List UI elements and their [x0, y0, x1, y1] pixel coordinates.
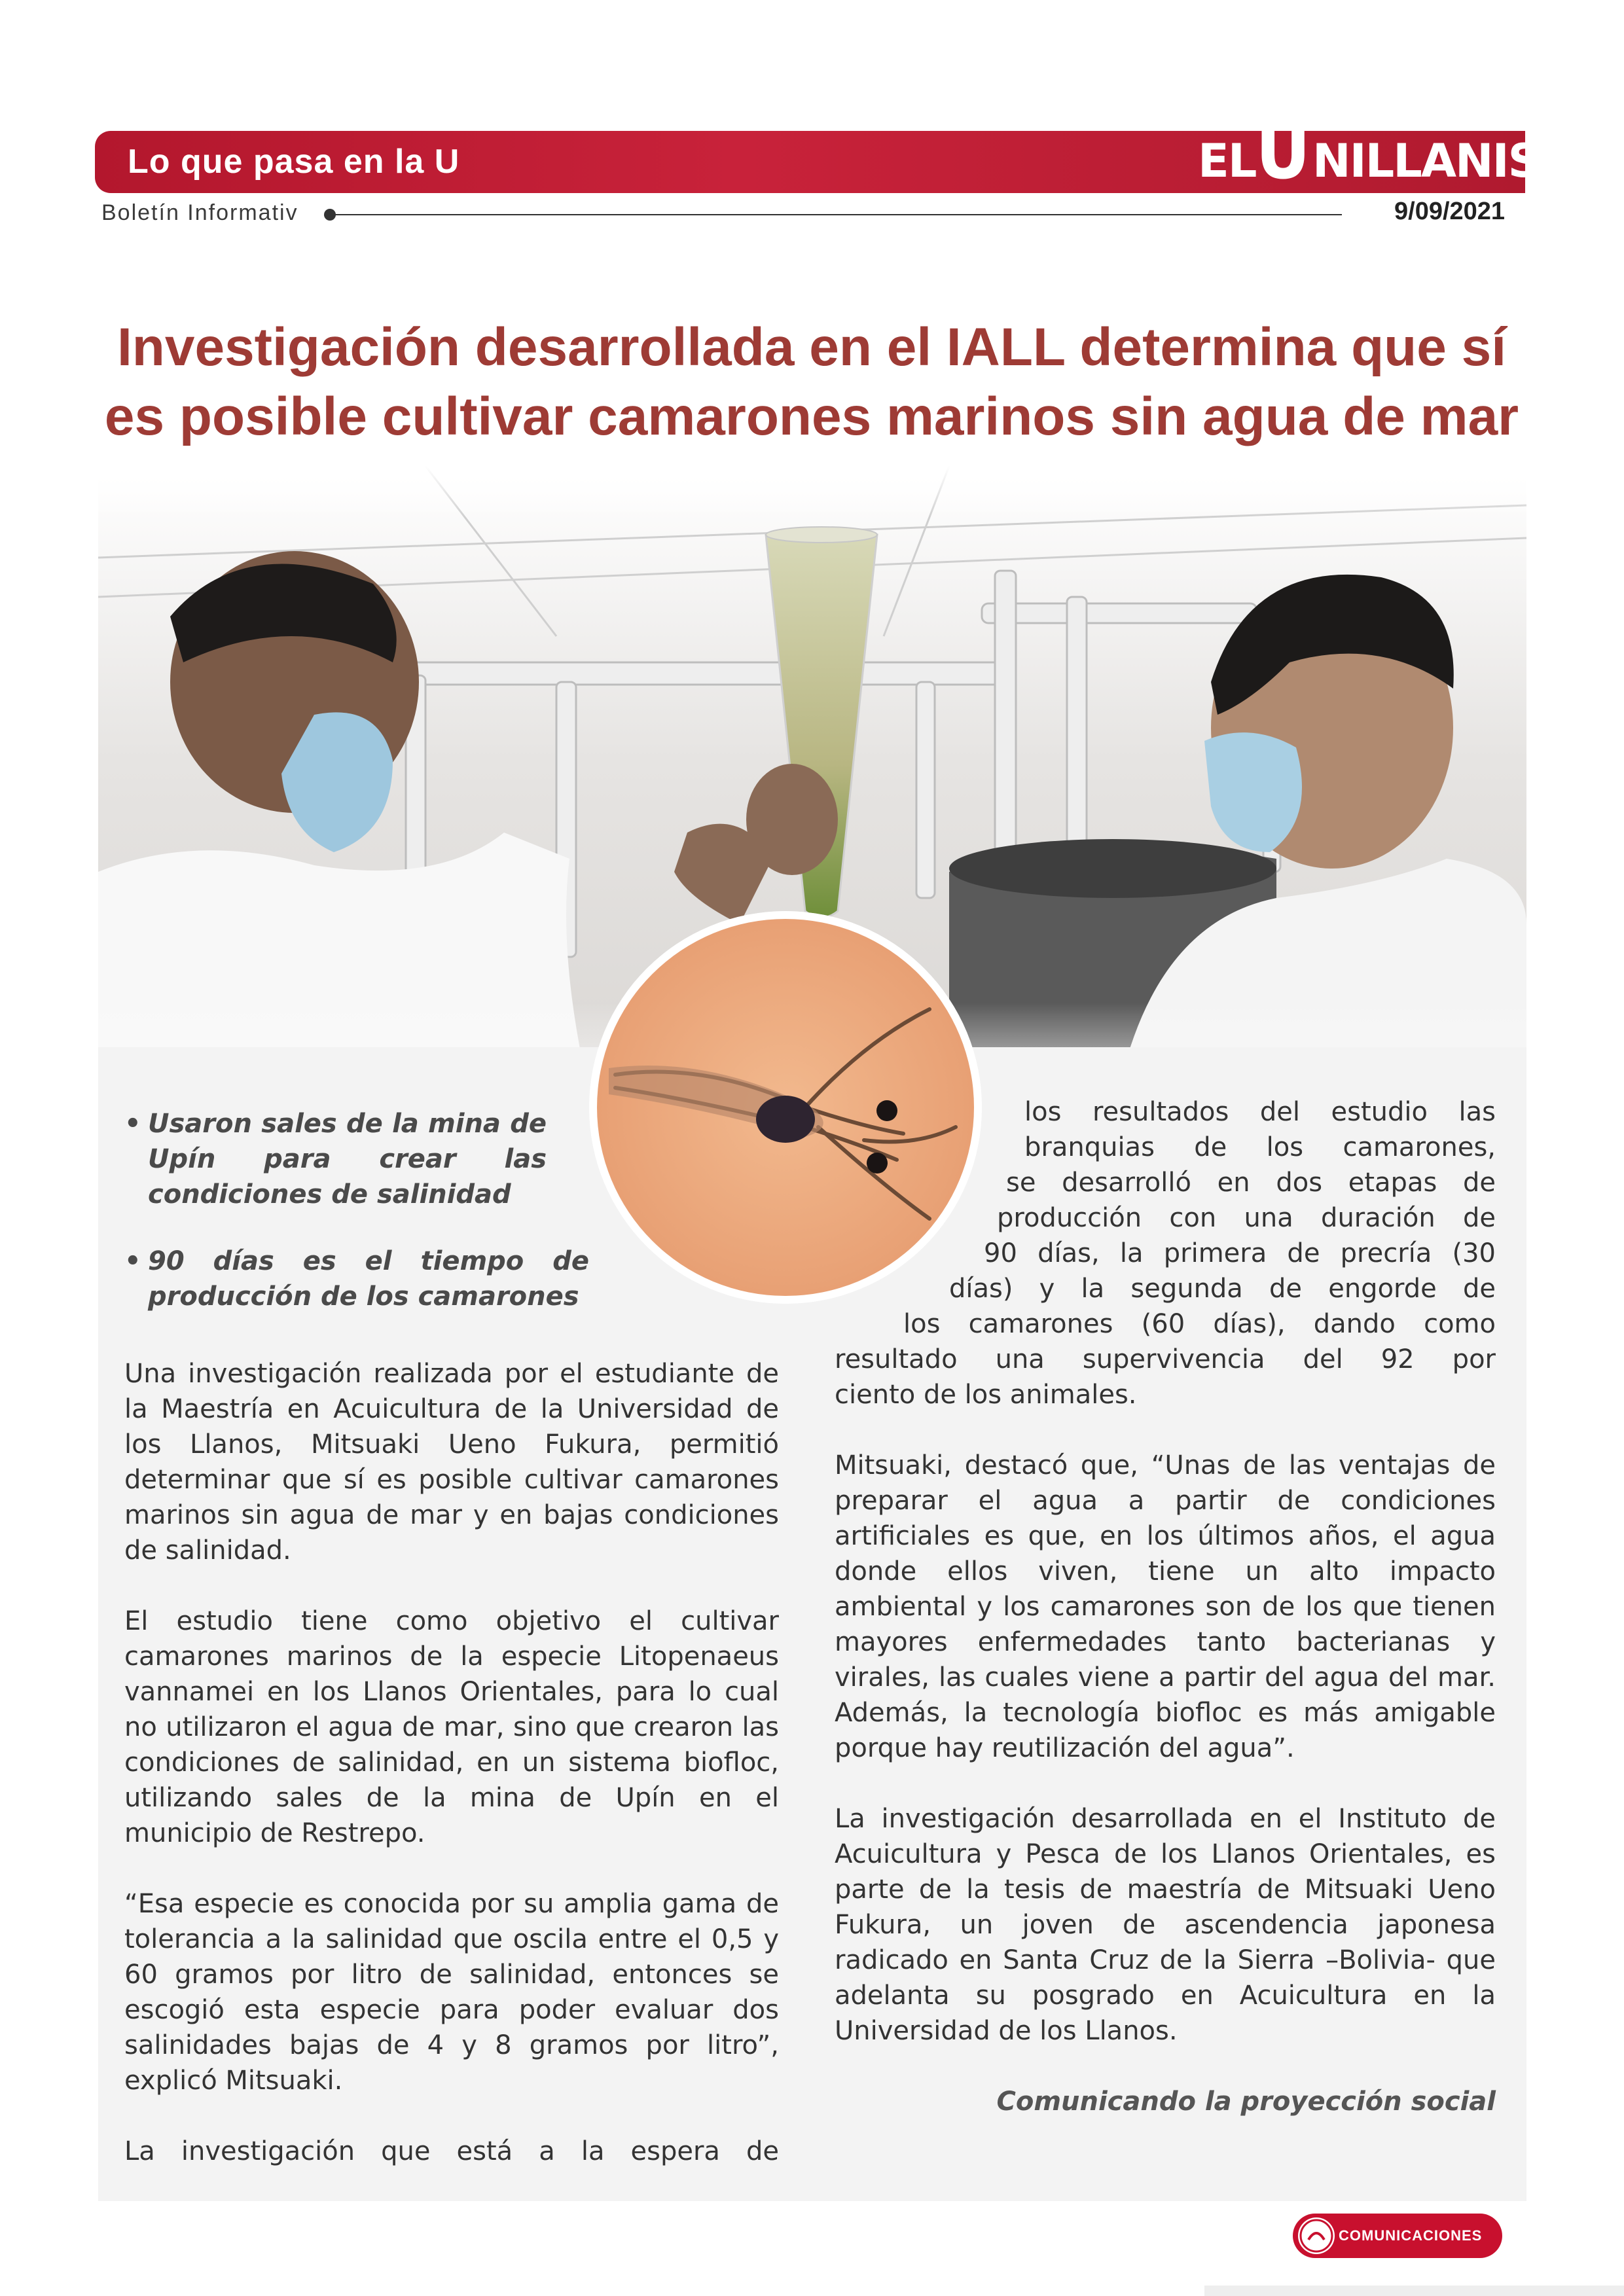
bullet-dot: •	[124, 1109, 141, 1139]
article-paragraph: La investigación desarrollada en el Instituto de Acuicultura y Pesca de los Llanos Orientales, es parte de la tesis de maestría de Mitsuaki Ueno Fukura, un joven de ascendencia japonesa radicado en Santa Cruz de la Sierra –Bolivia- que adelanta su posgrado en Acuicultura en la Universidad de los Llanos.	[835, 1804, 1496, 2046]
continued-paragraph	[835, 1094, 1496, 1412]
continued-line: branquias de los camarones,	[1024, 1132, 1496, 1162]
continued-line: se desarrolló en dos etapas de	[1006, 1168, 1496, 1198]
highlight-text: 90 días es el tiempo de producción de los camarones	[148, 1246, 589, 1312]
comunicaciones-badge	[1293, 2214, 1502, 2258]
article-right-column	[835, 1094, 1496, 2084]
logo-letter: U	[1255, 104, 1311, 197]
article-paragraph: “Esa especie es conocida por su amplia gama de tolerancia a la salinidad que oscila entre el 0,5 y 60 gramos por litro de salinidad, entonces se escogió esta especie para poder evaluar dos salinidades bajas de 4 y 8 gramos por litro”, explicó Mitsuaki.	[124, 1889, 779, 2096]
article-paragraph: Mitsuaki, destacó que, “Unas de las ventajas de preparar el agua a partir de condiciones artificiales es que, en los últimos años, el agua donde ellos viven, tiene un alto impacto ambiental y los camarones son de los que tienen mayores enfermedades tanto bacterianas y virales, las cuales viene a partir del agua del mar. Además, la tecnología biofloc es más amigable porque hay reutilización del agua”.	[835, 1450, 1496, 1763]
highlight-text: Usaron sales de la mina de Upín para crear las condiciones de salinidad	[148, 1109, 547, 1210]
headline-line-1: Investigación desarrollada en el IALL determina que sí	[117, 317, 1507, 377]
continued-line: producción con una duración de	[997, 1203, 1496, 1233]
university-seal-icon	[1298, 2217, 1335, 2254]
issue-date: 9/09/2021	[1394, 198, 1506, 225]
continued-line: los camarones (60 días), dando como	[903, 1309, 1496, 1339]
boletin-label: Boletín Informativ	[101, 200, 298, 225]
highlight-item	[124, 1244, 589, 1314]
article-left-column	[124, 1356, 779, 2204]
continued-line: días) y la segunda de engorde de	[949, 1274, 1496, 1304]
bottom-strip	[1204, 2286, 1624, 2296]
continued-line: resultado una supervivencia del 92 por	[835, 1344, 1496, 1374]
headline-line-2: es posible cultivar camarones marinos sin agua de mar	[104, 387, 1519, 446]
header-rule	[331, 214, 1342, 215]
continued-line: los resultados del estudio las	[1024, 1097, 1496, 1127]
highlight-item	[124, 1106, 547, 1212]
headline	[98, 313, 1525, 452]
article-paragraph: La investigación que está a la espera de	[124, 2136, 779, 2166]
continued-line: 90 días, la primera de precría (30	[984, 1238, 1496, 1268]
section-label: Lo que pasa en la U	[128, 143, 460, 181]
bullet-dot: •	[124, 1246, 141, 1276]
signature-tagline: Comunicando la proyección social	[996, 2087, 1496, 2117]
logo-rest: NILLANISTA	[1312, 134, 1600, 188]
badge-label: COMUNICACIONES	[1339, 2227, 1483, 2244]
logo-prefix: EL	[1198, 134, 1256, 188]
article-paragraph: El estudio tiene como objetivo el cultivar camarones marinos de la especie Litopenaeus vannamei en los Llanos Orientales, para lo cual no utilizaron el agua de mar, sino que crearon las condiciones de salinidad, en un sistema biofloc, utilizando sales de la mina de Upín en el municipio de Restrepo.	[124, 1606, 779, 1848]
continued-line-last: ciento de los animales.	[835, 1380, 1137, 1410]
el-unillanista-logo	[1198, 104, 1600, 197]
article-paragraph: Una investigación realizada por el estudiante de la Maestría en Acuicultura de la Universidad de los Llanos, Mitsuaki Ueno Fukura, permitió determinar que sí es posible cultivar camarones marinos sin agua de mar y en bajas condiciones de salinidad.	[124, 1359, 779, 1566]
